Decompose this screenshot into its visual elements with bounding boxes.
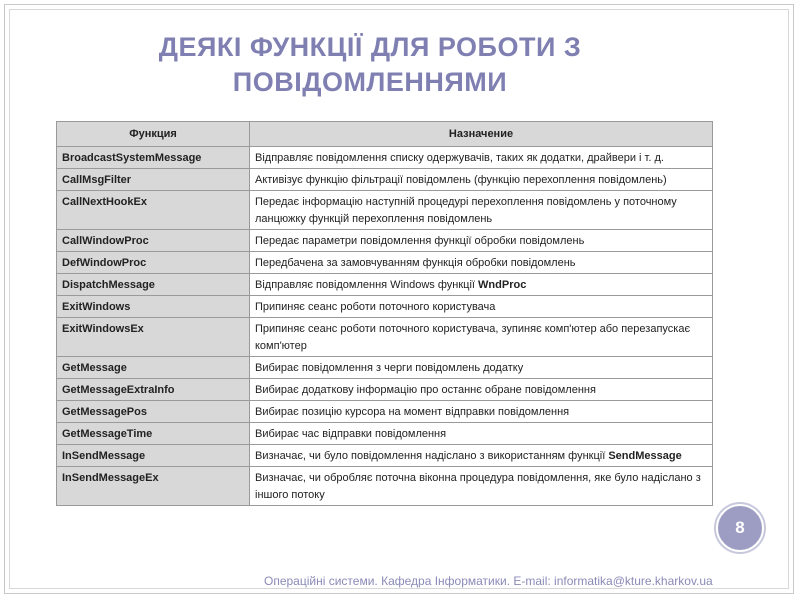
function-description-cell — [250, 423, 713, 445]
function-name-cell: GetMessagePos — [57, 401, 250, 423]
function-name-cell: BroadcastSystemMessage — [57, 147, 250, 169]
description-text: Визначає, чи було повідомлення надіслано з використанням функції — [255, 450, 609, 462]
page-number-badge: 8 — [716, 504, 764, 552]
table-body — [57, 147, 713, 506]
function-description-cell — [250, 318, 713, 357]
function-description-cell — [250, 401, 713, 423]
functions-table — [56, 121, 713, 506]
table-row — [57, 467, 713, 506]
function-description-cell — [250, 467, 713, 506]
slide-footer: Операційні системи. Кафедра Інформатики. E-mail: informatika@kture.kharkov.ua — [264, 574, 713, 588]
description-text: Вибирає повідомлення з черги повідомлень додатку — [255, 362, 524, 374]
function-name-cell: GetMessage — [57, 357, 250, 379]
description-text: Визначає, чи обробляє поточна віконна процедура повідомлення, яке було надіслано з іншого потоку — [255, 472, 701, 501]
description-text: Вибирає додаткову інформацію про останнє обране повідомлення — [255, 384, 596, 396]
header-function: Функция — [57, 122, 250, 147]
table-row — [57, 401, 713, 423]
table-row — [57, 379, 713, 401]
description-text: Вибирає час відправки повідомлення — [255, 428, 447, 440]
slide-title-line-1: ДЕЯКІ ФУНКЦІЇ ДЛЯ РОБОТИ З — [158, 32, 582, 62]
table-row — [57, 252, 713, 274]
function-description-cell — [250, 191, 713, 230]
function-name-cell: GetMessageExtraInfo — [57, 379, 250, 401]
table-row — [57, 169, 713, 191]
description-bold-function: SendMessage — [608, 450, 682, 462]
function-name-cell: InSendMessage — [57, 445, 250, 467]
table-row — [57, 296, 713, 318]
function-description-cell — [250, 169, 713, 191]
description-text: Передає параметри повідомлення функції обробки повідомлень — [255, 235, 585, 247]
description-text: Активізує функцію фільтрації повідомлень (функцію перехоплення повідомлень) — [255, 174, 667, 186]
description-text: Передає інформацію наступній процедурі перехоплення повідомлень у поточному ланцюжку функцій перехоплення повідомлень — [255, 196, 677, 225]
table-row — [57, 357, 713, 379]
function-description-cell — [250, 445, 713, 467]
table-row — [57, 230, 713, 252]
function-name-cell: ExitWindows — [57, 296, 250, 318]
slide-title — [30, 30, 710, 100]
description-text: Вибирає позицію курсора на момент відправки повідомлення — [255, 406, 570, 418]
slide-title-line-2: ПОВІДОМЛЕННЯМИ — [232, 67, 508, 97]
description-text: Відправляє повідомлення Windows функції — [255, 279, 479, 291]
description-text: Припиняє сеанс роботи поточного користувача — [255, 301, 496, 313]
table-row — [57, 274, 713, 296]
table-row — [57, 445, 713, 467]
table-row — [57, 191, 713, 230]
description-text: Припиняє сеанс роботи поточного користувача, зупиняє комп'ютер або перезапускає комп'ютер — [255, 323, 691, 352]
function-description-cell — [250, 357, 713, 379]
function-name-cell: CallNextHookEx — [57, 191, 250, 230]
function-description-cell — [250, 147, 713, 169]
function-name-cell: CallWindowProc — [57, 230, 250, 252]
description-bold-function: WndProc — [478, 279, 527, 291]
function-name-cell: DefWindowProc — [57, 252, 250, 274]
function-description-cell — [250, 230, 713, 252]
description-text: Передбачена за замовчуванням функція обробки повідомлень — [255, 257, 576, 269]
function-name-cell: ExitWindowsEx — [57, 318, 250, 357]
table-header-row — [57, 122, 713, 147]
description-text: Відправляє повідомлення списку одержувачів, таких як додатки, драйвери і т. д. — [255, 152, 664, 164]
table-row — [57, 423, 713, 445]
function-description-cell — [250, 274, 713, 296]
function-description-cell — [250, 252, 713, 274]
table-row — [57, 147, 713, 169]
function-name-cell: DispatchMessage — [57, 274, 250, 296]
header-purpose: Назначение — [250, 122, 713, 147]
table-row — [57, 318, 713, 357]
function-name-cell: GetMessageTime — [57, 423, 250, 445]
function-description-cell — [250, 379, 713, 401]
function-description-cell — [250, 296, 713, 318]
function-name-cell: InSendMessageEx — [57, 467, 250, 506]
function-name-cell: CallMsgFilter — [57, 169, 250, 191]
